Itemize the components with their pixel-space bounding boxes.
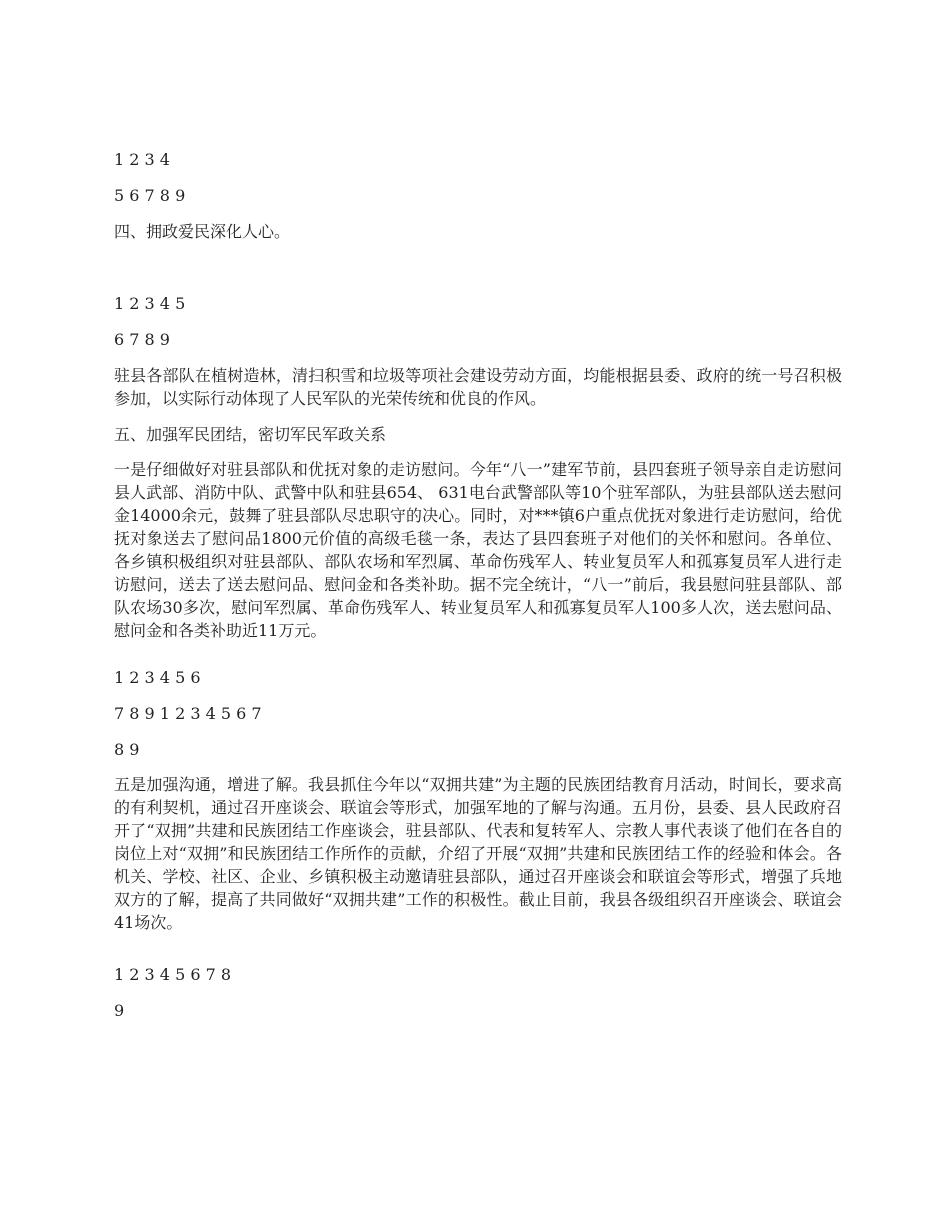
- number-line: 6 7 8 9: [114, 330, 170, 349]
- number-line: 8 9: [114, 740, 140, 759]
- number-line: 1 2 3 4 5 6 7 8: [114, 965, 232, 984]
- section-heading: 四、拥政爱民深化人心。: [114, 222, 291, 241]
- number-line: 1 2 3 4 5 6: [114, 668, 201, 687]
- number-line: 1 2 3 4: [114, 150, 170, 169]
- number-line: 1 2 3 4 5: [114, 294, 186, 313]
- body-paragraph: 一是仔细做好对驻县部队和优抚对象的走访慰问。今年“八一”建军节前，县四套班子领导亲自走访慰问县人武部、消防中队、武警中队和驻县654、 631电台武警部队等10个驻军部队，为驻县部队送去慰问金14000余元，鼓舞了驻县部队尽忠职守的决心。同时，对***镇6户重点优抚对象进行走访慰问，给优抚对象送去了慰问品1800元价值的高级毛毯一条，表达了县四套班子对他们的关怀和慰问。各单位、各乡镇积极组织对驻县部队、部队农场和军烈属、革命伤残军人、转业复员军人和孤寡复员军人进行走访慰问，送去了送去慰问品、慰问金和各类补助。据不完全统计，“八一”前后，我县慰问驻县部队、部队农场30多次，慰问军烈属、革命伤残军人、转业复员军人和孤寡复员军人100多人次，送去慰问品、慰问金和各类补助近11万元。: [114, 460, 842, 640]
- body-paragraph: 驻县各部队在植树造林，清扫积雪和垃圾等项社会建设劳动方面，均能根据县委、政府的统一号召积极参加，以实际行动体现了人民军队的光荣传统和优良的作风。: [114, 366, 842, 408]
- section-heading: 五、加强军民团结，密切军民军政关系: [114, 425, 387, 444]
- number-line: 5 6 7 8 9: [114, 186, 186, 205]
- body-paragraph: 五是加强沟通，增进了解。我县抓住今年以“双拥共建”为主题的民族团结教育月活动，时间长，要求高的有利契机，通过召开座谈会、联谊会等形式，加强军地的了解与沟通。五月份，县委、县人民政府召开了“双拥”共建和民族团结工作座谈会，驻县部队、代表和复转军人、宗教人事代表谈了他们在各自的岗位上对“双拥”和民族团结工作所作的贡献，介绍了开展“双拥”共建和民族团结工作的经验和体会。各机关、学校、社区、企业、乡镇积极主动邀请驻县部队，通过召开座谈会和联谊会等形式，增强了兵地双方的了解，提高了共同做好“双拥共建”工作的积极性。截止目前，我县各级组织召开座谈会、联谊会41场次。: [114, 775, 842, 932]
- number-line: 9: [114, 1001, 125, 1020]
- number-line: 7 8 9 1 2 3 4 5 6 7: [114, 704, 262, 723]
